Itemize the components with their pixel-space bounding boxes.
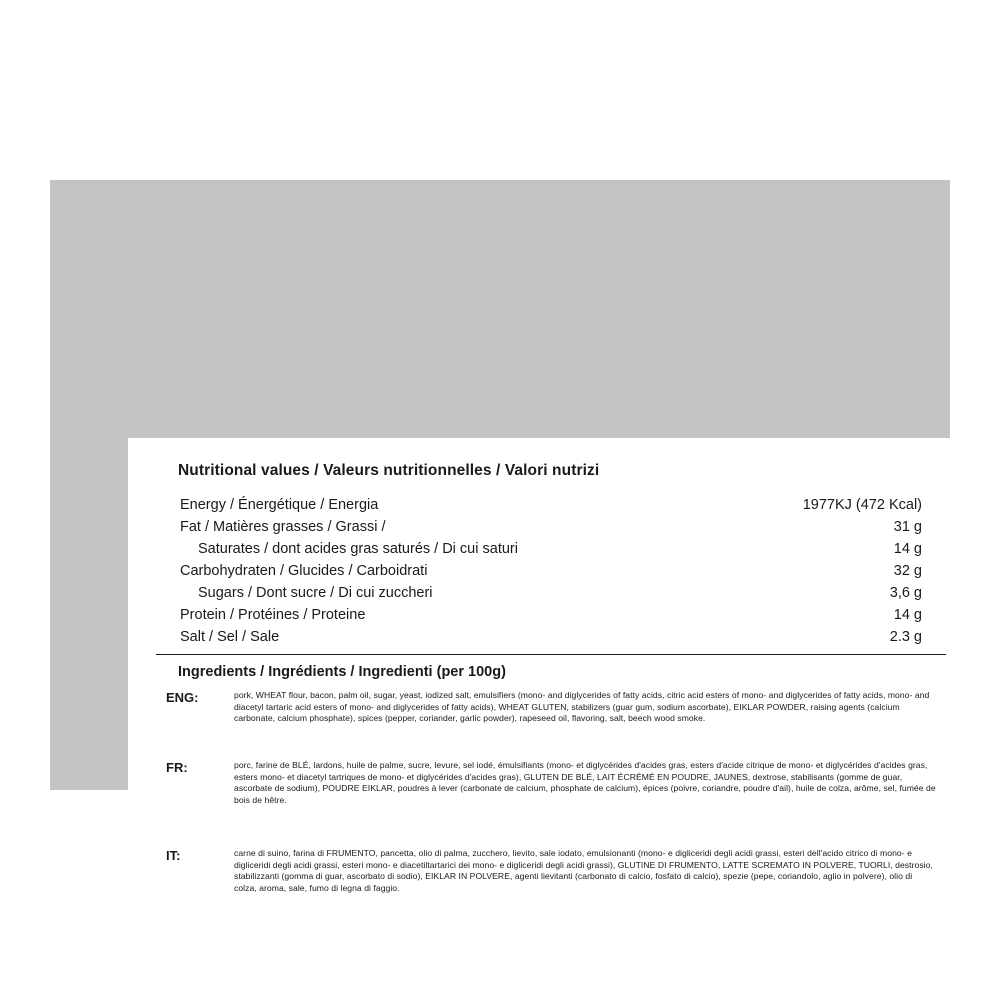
nutrition-row-label: Sugars / Dont sucre / Di cui zuccheri (198, 584, 433, 601)
product-label-card (128, 438, 972, 935)
nutrition-row-label: Fat / Matières grasses / Grassi / (180, 518, 386, 535)
nutrition-title: Nutritional values / Valeurs nutritionnelles / Valori nutrizi (178, 462, 600, 479)
nutrition-row-value: 2.3 g (889, 628, 922, 645)
ingredients-language-code: ENG: (166, 690, 199, 705)
nutrition-row-label: Carbohydraten / Glucides / Carboidrati (180, 562, 428, 579)
nutrition-row-label: Energy / Énergétique / Energia (180, 496, 379, 513)
nutrition-row-value: 3,6 g (889, 584, 922, 601)
ingredients-block-eng (166, 690, 936, 725)
nutrition-row-value: 14 g (893, 540, 922, 557)
nutrition-row (180, 560, 922, 582)
nutrition-row-label: Protein / Protéines / Proteine (180, 606, 366, 623)
nutrition-row (180, 494, 922, 516)
nutrition-table (180, 494, 922, 648)
nutrition-row (180, 626, 922, 648)
nutrition-row-label: Salt / Sel / Sale (180, 628, 280, 645)
section-divider (156, 654, 946, 655)
nutrition-row-value: 1977KJ (472 Kcal) (802, 496, 922, 513)
nutrition-row-value: 32 g (893, 562, 922, 579)
ingredients-text: pork, WHEAT flour, bacon, palm oil, sugar, yeast, iodized salt, emulsifiers (mono- and diglycerides of fatty acids, citric acid esters of mono- and diglycerides of fatty acids, mono- and diacetyl tartaric acid esters of mono- and diglycerides of fatty acids), WHEAT GLUTEN, stabilizers (guar gum, sodium ascorbate), EIKLAR POWDER, raising agents (calcium carbonate, calcium phosphate), spices (pepper, coriander, garlic powder), rapeseed oil, flavoring, salt, beech wood smoke. (234, 690, 930, 724)
ingredients-block-it (166, 848, 936, 894)
ingredients-text: carne di suino, farina di FRUMENTO, pancetta, olio di palma, zucchero, lievito, sale iodato, emulsionanti (mono- e digliceridi degli acidi grassi, esteri dell'acido citrico di mono- e digliceridi degli acidi grassi, esteri mono- e diacetiltartarici dei mono- e digliceridi degli acidi grassi), GLUTINE DI FRUMENTO, LATTE SCREMATO IN POLVERE, TUORLI, destrosio, stabilizzanti (gomma di guar, ascorbato di sodio), EIKLAR IN POLVERE, agenti lievitanti (carbonato di calcio, fosfato di calcio), spezie (pepe, coriandolo, aglio in polvere), olio di colza, aroma, sale, fumo di legna di faggio. (234, 848, 933, 893)
nutrition-row (180, 516, 922, 538)
ingredients-language-code: IT: (166, 848, 181, 863)
ingredients-title: Ingredients / Ingrédients / Ingredienti (per 100g) (178, 664, 506, 680)
nutrition-row-label: Saturates / dont acides gras saturés / Di cui saturi (198, 540, 518, 557)
nutrition-row (180, 538, 922, 560)
nutrition-row (180, 582, 922, 604)
ingredients-language-code: FR: (166, 760, 188, 775)
nutrition-row-value: 31 g (893, 518, 922, 535)
label-inner (128, 438, 972, 935)
nutrition-row-value: 14 g (893, 606, 922, 623)
ingredients-text: porc, farine de BLÉ, lardons, huile de palme, sucre, levure, sel iodé, émulsifiants (mono- et diglycérides d'acides gras, esters d'acide citrique de mono- et diglycérides d'acides gras, esters mono- et diacetyl tartriques de mono- et diglycérides d'acides gras), GLUTEN DE BLÉ, LAIT ÉCRÉMÉ EN POUDRE, JAUNES, dextrose, stabilisants (gomme de guar, ascorbate de sodium), POUDRE EIKLAR, poudres à lever (carbonate de calcium, phosphate de calcium), épices (poivre, coriandre, poudre d'ail), huile de colza, arôme, sel, fumée de bois de hêtre. (234, 760, 936, 805)
nutrition-row (180, 604, 922, 626)
label-backdrop (50, 180, 950, 893)
ingredients-block-fr (166, 760, 936, 806)
